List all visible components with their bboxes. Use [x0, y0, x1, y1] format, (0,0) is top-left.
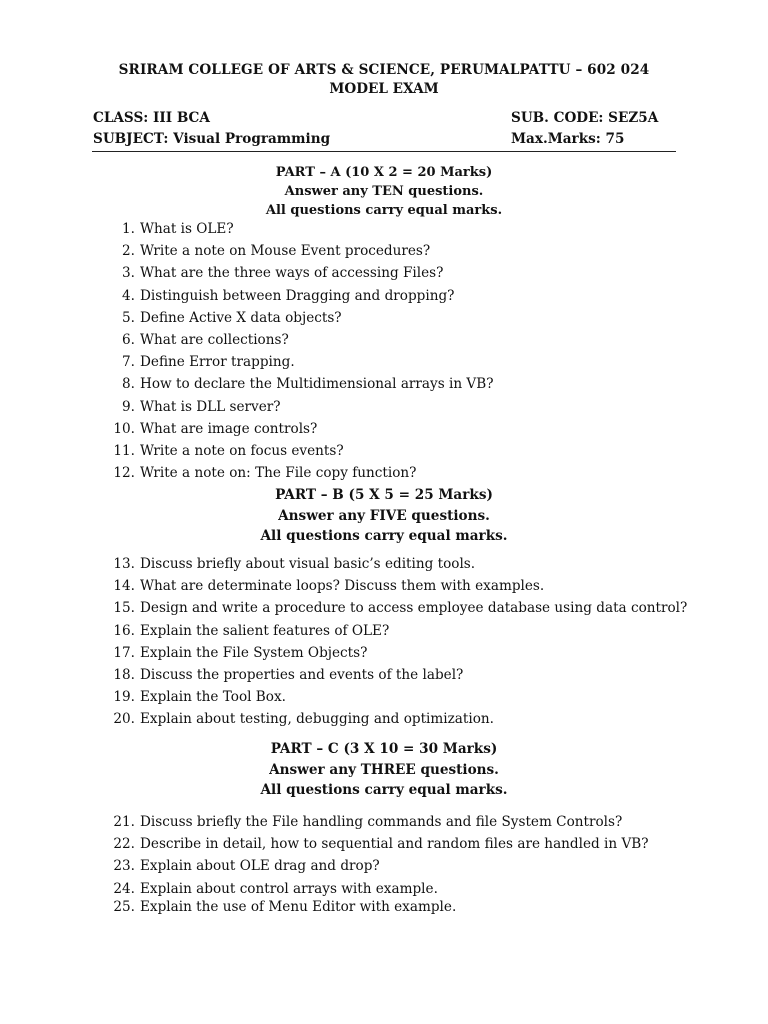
question-text: Explain about testing, debugging and optimization.	[140, 711, 494, 728]
question-number: 2.	[122, 243, 135, 260]
question-number: 19.	[113, 689, 135, 706]
question-number: 20.	[113, 711, 135, 728]
question-text: Write a note on: The File copy function?	[140, 465, 417, 482]
question-number: 25.	[113, 898, 135, 915]
question-number: 9.	[122, 398, 135, 415]
question-number: 23.	[113, 858, 135, 875]
question-text: Write a note on Mouse Event procedures?	[140, 243, 431, 260]
question-item	[0, 396, 768, 418]
question-number: 21.	[113, 814, 135, 830]
question-number: 7.	[122, 354, 135, 371]
question-item	[0, 418, 768, 440]
max-marks-label: Max.Marks: 75	[511, 131, 625, 147]
question-number: 14.	[113, 578, 135, 595]
part-c-instruction: Answer any THREE questions.	[269, 761, 499, 778]
part-a-instruction: Answer any TEN questions.	[284, 184, 484, 199]
question-text: What is DLL server?	[140, 398, 281, 415]
question-item	[0, 664, 768, 686]
question-item	[0, 553, 768, 575]
question-item	[0, 708, 768, 730]
exam-title: MODEL EXAM	[329, 81, 439, 97]
question-text: What are collections?	[140, 331, 289, 348]
question-item	[0, 440, 768, 462]
question-number: 13.	[113, 556, 135, 572]
question-text: Discuss the properties and events of the label?	[140, 666, 464, 683]
question-text: Explain the salient features of OLE?	[140, 622, 390, 639]
question-item	[0, 686, 768, 708]
question-item	[0, 462, 768, 484]
question-text: Explain the File System Objects?	[140, 644, 368, 661]
question-text: How to declare the Multidimensional arrays in VB?	[140, 376, 494, 393]
question-item	[0, 855, 768, 877]
question-item	[0, 811, 768, 833]
question-item	[0, 833, 768, 855]
question-text: Explain the Tool Box.	[140, 689, 286, 706]
question-item	[0, 575, 768, 597]
question-text: Discuss briefly the File handling commands and file System Controls?	[140, 814, 623, 830]
question-number: 4.	[122, 287, 135, 304]
part-a-note: All questions carry equal marks.	[265, 203, 503, 218]
part-b-instruction: Answer any FIVE questions.	[278, 507, 490, 524]
question-text: Write a note on focus events?	[140, 442, 344, 459]
question-text: What are determinate loops? Discuss them with examples.	[140, 578, 545, 595]
question-item	[0, 262, 768, 284]
question-text: Explain about control arrays with example.	[140, 880, 438, 897]
part-b-heading: PART – B (5 X 5 = 25 Marks)	[275, 487, 493, 503]
part-b-questions	[0, 553, 768, 731]
question-number: 1.	[122, 221, 135, 237]
question-text: What are image controls?	[140, 420, 318, 437]
question-item	[0, 896, 768, 918]
subject-label: SUBJECT: Visual Programming	[93, 131, 331, 147]
question-item	[0, 373, 768, 395]
question-number: 10.	[113, 420, 135, 437]
question-number: 22.	[113, 836, 135, 853]
part-a-header	[0, 163, 768, 220]
class-label: CLASS: III BCA	[93, 110, 210, 126]
part-a-heading: PART – A (10 X 2 = 20 Marks)	[275, 165, 493, 180]
sub-code-label: SUB. CODE: SEZ5A	[511, 110, 659, 126]
question-text: Discuss briefly about visual basic’s editing tools.	[140, 556, 476, 572]
question-item	[0, 285, 768, 307]
part-c-questions	[0, 811, 768, 918]
question-number: 24.	[113, 880, 135, 897]
question-number: 18.	[113, 666, 135, 683]
question-number: 17.	[113, 644, 135, 661]
question-item	[0, 329, 768, 351]
question-number: 3.	[122, 265, 135, 282]
question-text: Define Error trapping.	[140, 354, 295, 371]
question-text: Distinguish between Dragging and dropping?	[140, 287, 455, 304]
header-divider	[92, 151, 676, 152]
question-text: What is OLE?	[140, 221, 234, 237]
part-c-heading: PART – C (3 X 10 = 30 Marks)	[270, 741, 498, 757]
part-b-note: All questions carry equal marks.	[260, 528, 508, 544]
question-item	[0, 597, 768, 619]
question-item	[0, 218, 768, 240]
question-text: Describe in detail, how to sequential and random files are handled in VB?	[140, 836, 649, 853]
question-text: Design and write a procedure to access employee database using data control?	[140, 600, 688, 617]
question-text: What are the three ways of accessing Files?	[140, 265, 444, 282]
question-item	[0, 240, 768, 262]
question-number: 11.	[113, 442, 135, 459]
part-b-header	[0, 485, 768, 547]
question-number: 12.	[113, 465, 135, 482]
question-number: 5.	[122, 309, 135, 326]
part-c-header	[0, 739, 768, 801]
question-item	[0, 642, 768, 664]
part-c-note: All questions carry equal marks.	[260, 782, 508, 798]
question-item	[0, 351, 768, 373]
question-text: Explain the use of Menu Editor with example.	[140, 898, 457, 915]
question-item	[0, 620, 768, 642]
question-number: 6.	[122, 331, 135, 348]
question-text: Define Active X data objects?	[140, 309, 342, 326]
question-number: 16.	[113, 622, 135, 639]
question-text: Explain about OLE drag and drop?	[140, 858, 380, 875]
college-title: SRIRAM COLLEGE OF ARTS & SCIENCE, PERUMALPATTU – 602 024	[118, 62, 650, 78]
question-number: 8.	[122, 376, 135, 393]
question-number: 15.	[113, 600, 135, 617]
part-a-questions	[0, 218, 768, 484]
question-item	[0, 307, 768, 329]
